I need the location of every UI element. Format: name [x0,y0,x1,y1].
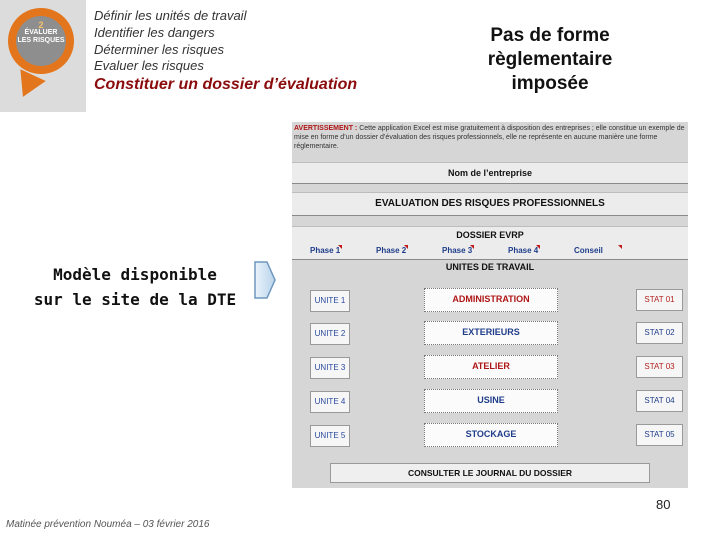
comment-marker-icon [618,245,622,249]
model-note-line1: Modèle disponible [53,265,217,284]
company-name-label: Nom de l’entreprise [447,168,533,178]
comment-marker-icon [404,245,408,249]
callout-line3: imposée [511,73,589,94]
step-logo [0,0,86,112]
phase-1-link[interactable]: Phase 1 [310,246,341,255]
unit-stockage-button[interactable]: STOCKAGE [424,423,558,447]
conseil-link[interactable]: Conseil [574,246,603,255]
step-1: Définir les unités de travail [94,8,247,23]
consult-journal-button[interactable]: CONSULTER LE JOURNAL DU DOSSIER [330,463,650,483]
units-header [292,259,688,275]
current-step: Constituer un dossier d’évaluation [94,76,358,93]
stat-05-button[interactable]: STAT 05 [636,424,683,446]
logo-line1: ÉVALUER [24,29,58,36]
model-note-line2: sur le site de la DTE [33,290,237,309]
arrow-right-icon [252,258,278,302]
comment-marker-icon [338,245,342,249]
model-note [26,262,244,312]
page-number: 80 [656,497,671,512]
stat-04-button[interactable]: STAT 04 [636,390,683,412]
logo-line2: LES RISQUES [17,37,65,44]
phase-row [292,243,688,257]
unite-3-cell[interactable]: UNITE 3 [310,357,350,379]
unite-2-cell[interactable]: UNITE 2 [310,323,350,345]
stat-01-button[interactable]: STAT 01 [636,289,683,311]
step-2: Identifier les dangers [94,25,215,40]
stat-02-button[interactable]: STAT 02 [636,322,683,344]
warning-title: AVERTISSEMENT : [294,125,358,132]
unite-5-cell[interactable]: UNITE 5 [310,425,350,447]
unit-usine-button[interactable]: USINE [424,389,558,413]
dossier-title: DOSSIER EVRP [456,230,524,240]
phase-4-link[interactable]: Phase 4 [508,246,539,255]
stat-03-button[interactable]: STAT 03 [636,356,683,378]
units-header-label: UNITES DE TRAVAIL [445,262,535,272]
footer-text: Matinée prévention Nouméa – 03 février 2016 [6,519,210,530]
unit-exterieurs-button[interactable]: EXTERIEURS [424,321,558,345]
logo-arrow-icon [10,69,46,103]
callout-no-form [470,24,630,96]
phase-2-link[interactable]: Phase 2 [376,246,407,255]
comment-marker-icon [536,245,540,249]
main-title-band [292,192,688,216]
unit-atelier-button[interactable]: ATELIER [424,355,558,379]
logo-number: 2 [38,20,44,30]
main-title: EVALUATION DES RISQUES PROFESSIONNELS [375,198,605,209]
step-4: Evaluer les risques [94,58,204,73]
callout-line1: Pas de forme [490,25,610,46]
unit-administration-button[interactable]: ADMINISTRATION [424,288,558,312]
company-name-band[interactable] [292,162,688,184]
sheet-warning [294,124,686,151]
unite-1-cell[interactable]: UNITE 1 [310,290,350,312]
warning-text: Cette application Excel est mise gratuitement à disposition des entreprises ; elle constitue un exemple de mise en forme d’un dossier d’évaluation des risques professionnels, elle ne représente en aucune manière une forme réglementaire. [294,125,685,150]
step-3: Déterminer les risques [94,42,225,57]
callout-line2: règlementaire [487,49,613,70]
comment-marker-icon [470,245,474,249]
phase-3-link[interactable]: Phase 3 [442,246,473,255]
dossier-band [292,226,688,260]
logo-badge [16,16,66,66]
unite-4-cell[interactable]: UNITE 4 [310,391,350,413]
